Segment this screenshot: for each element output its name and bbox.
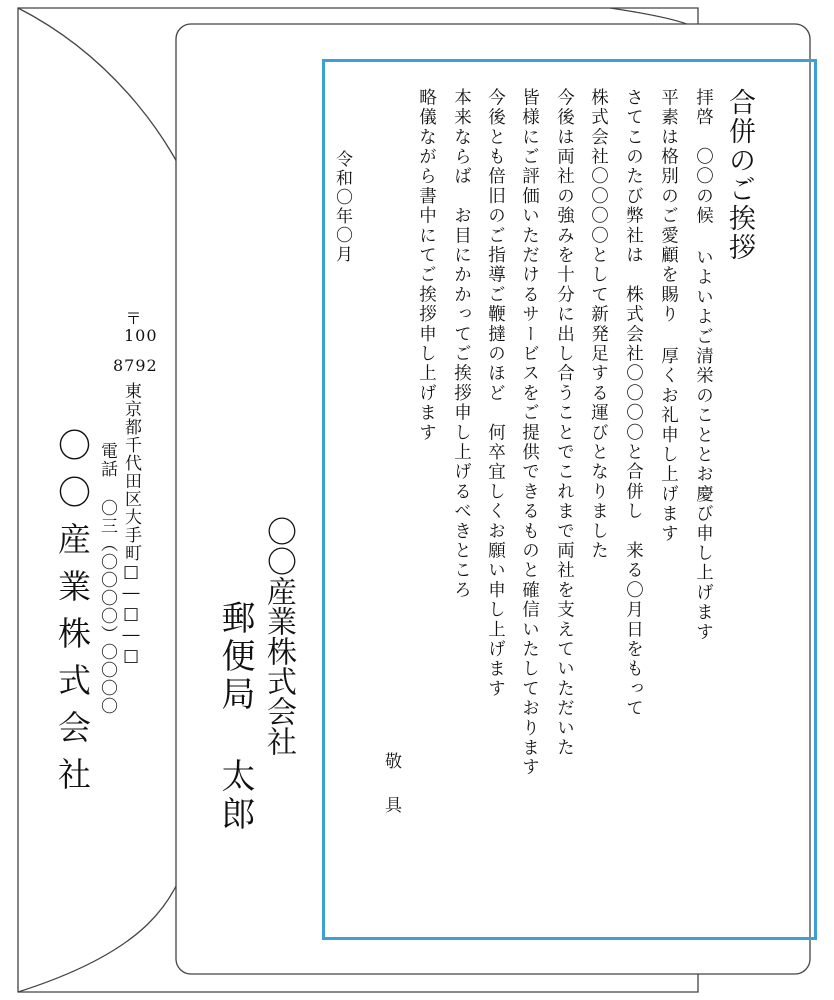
- letter-line-9: 略儀ながら書中にてご挨拶申し上げます: [416, 88, 437, 443]
- closing-gu: 具: [381, 796, 401, 813]
- recipient-company: 〇〇産業株式会社: [261, 516, 296, 756]
- postal-code-2: 8792: [113, 356, 158, 375]
- letter-line-7: 今後とも倍旧のご指導ご鞭撻のほど 何卒宜しくお願い申し上げます: [485, 88, 506, 699]
- letter-line-1: 拝啓 〇〇の候 いよいよご清栄のこととお慶び申し上げます: [693, 88, 714, 643]
- postal-mark: 〒: [123, 310, 142, 327]
- sender-company: 〇〇産業株式会社: [53, 428, 92, 804]
- postal-code-1: 100: [124, 326, 158, 345]
- letter-line-6: 皆様にご評価いただけるサービスをご提供できるものと確信いたしております: [519, 88, 540, 778]
- sender-address: 東京都千代田区大手町□―□―□: [121, 382, 141, 667]
- letter-line-8: 本来ならば お目にかかってご挨拶申し上げるべきところ: [451, 88, 472, 601]
- letter-line-4: 株式会社〇〇〇〇として新発足する運びとなりました: [588, 88, 609, 561]
- letter-line-3: さてこのたび弊社は 株式会社〇〇〇〇と合併し 来る〇月日をもって: [623, 88, 644, 719]
- letter-title: 合併のご挨拶: [724, 88, 755, 262]
- letter-line-2: 平素は格別のご愛顧を賜り 厚くお礼申し上げます: [658, 88, 679, 544]
- recipient-name: 郵便局 太郎: [215, 600, 255, 834]
- letter-date: 令和〇年〇月: [332, 150, 352, 264]
- letter-line-5: 今後は両社の強みを十分に出し合うことでこれまで両社を支えていただいた: [554, 88, 575, 758]
- closing-kei: 敬: [381, 752, 401, 769]
- sender-phone: 電話 〇三（〇〇〇〇）〇〇〇〇: [97, 442, 117, 715]
